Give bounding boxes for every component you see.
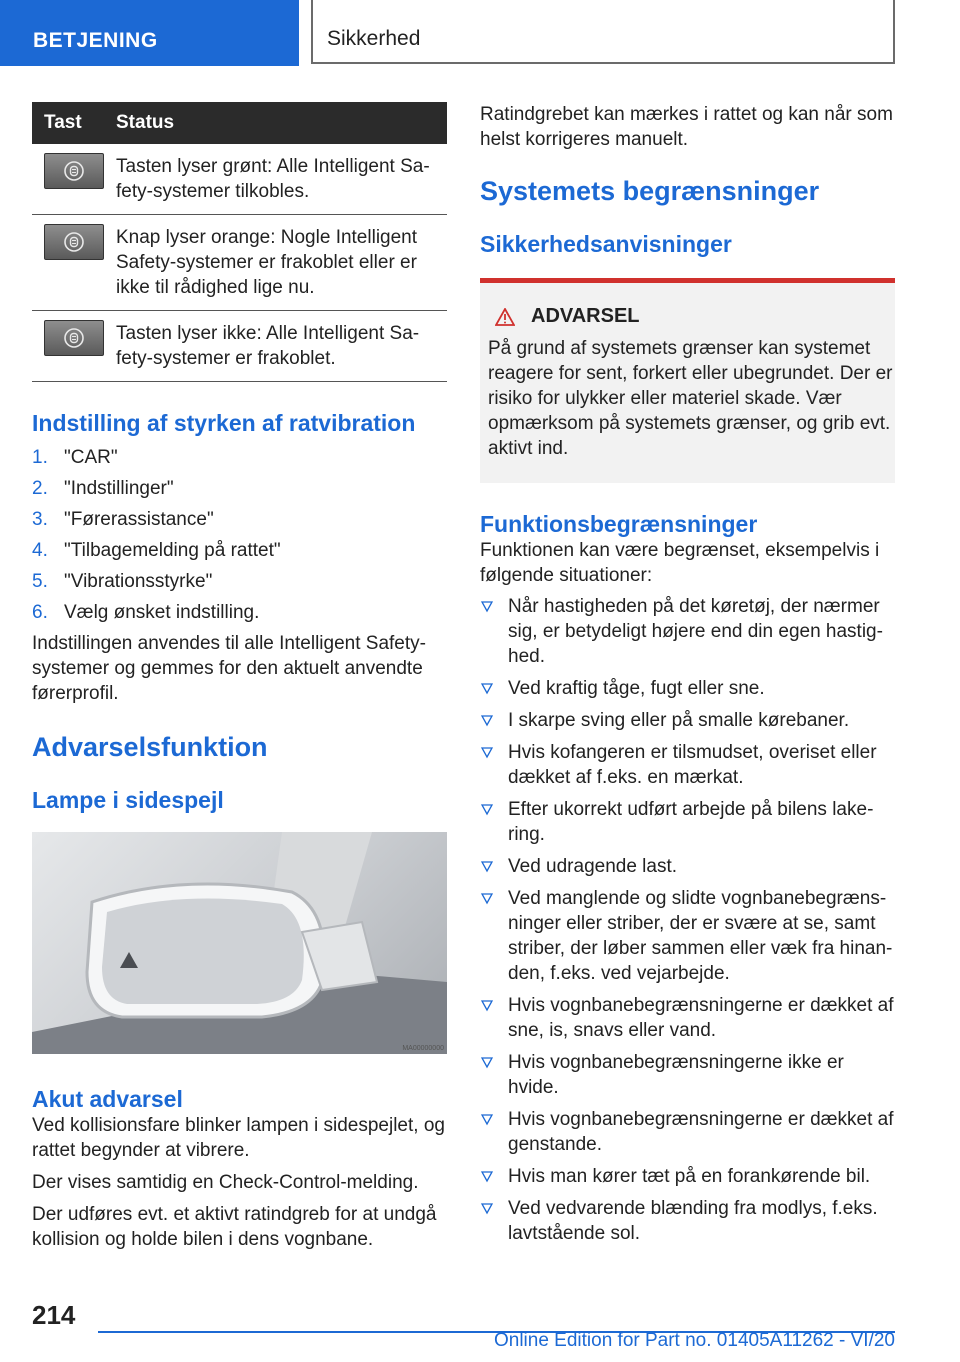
list-item: 5. "Vibrationsstyrke": [32, 571, 213, 592]
limitations-list: [480, 594, 895, 1246]
bullet-triangle-icon: [481, 1203, 493, 1215]
vibration-steps: [32, 445, 447, 625]
key-status-table: [32, 102, 447, 382]
image-watermark: MA00000000: [402, 1045, 444, 1052]
acute-paragraph: Ved kollisionsfare blinker lampen i sidespejlet, og rattet begynder at vibrere.: [32, 1115, 445, 1161]
vibration-heading: Indstilling af styrken af ratvibration: [32, 410, 416, 436]
bullet-triangle-icon: [481, 715, 493, 727]
list-item: Ved kraftig tåge, fugt eller sne.: [480, 676, 895, 701]
warning-function-heading: Advarselsfunktion: [32, 732, 268, 762]
acute-warning-heading: Akut advarsel: [32, 1086, 183, 1112]
intelligent-safety-key-icon: [44, 320, 104, 356]
section-tab: BETJENING: [0, 0, 299, 66]
bullet-triangle-icon: [481, 747, 493, 759]
vibration-note: Indstillingen anvendes til alle Intelligent Safety-systemer og gemmes for den aktuelt anvendte førerprofil.: [32, 633, 426, 704]
column-header-key: Tast: [32, 102, 116, 144]
list-item: 6. Vælg ønsket indstilling.: [32, 602, 260, 623]
safety-heading: Sikkerhedsanvisninger: [480, 231, 732, 257]
bullet-triangle-icon: [481, 893, 493, 905]
status-text: Tasten lyser grønt: Alle Intelligent Sa-fety-systemer tilkobles.: [116, 144, 447, 215]
left-column: [32, 102, 447, 1252]
bullet-triangle-icon: [481, 804, 493, 816]
list-item: Ved udragende last.: [480, 854, 895, 879]
chapter-title: Sikkerhed: [311, 0, 895, 64]
bullet-triangle-icon: [481, 601, 493, 613]
bullet-triangle-icon: [481, 1057, 493, 1069]
list-item: 3. "Førerassistance": [32, 509, 214, 530]
list-item: Hvis vognbanebegrænsningerne er dækket af genstande.: [480, 1107, 895, 1157]
list-item: Hvis kofangeren er tilsmudset, overiset eller dækket af f.eks. en mærkat.: [480, 740, 895, 790]
list-item: I skarpe sving eller på smalle kørebaner.: [480, 708, 895, 733]
acute-paragraph: Der vises samtidig en Check-Control-melding.: [32, 1172, 419, 1193]
right-column: [480, 102, 895, 1253]
intelligent-safety-key-icon: [44, 153, 104, 189]
function-limits-intro: Funktionen kan være begrænset, eksempelvis i følgende situationer:: [480, 540, 880, 586]
bullet-triangle-icon: [481, 1171, 493, 1183]
warning-box: [480, 278, 895, 483]
acute-paragraph: Der udføres evt. et aktivt ratindgreb for at undgå kollision og holde bilen i dens vognbane.: [32, 1204, 437, 1250]
list-item: Ved vedvarende blænding fra modlys, f.eks. lavtstående sol.: [480, 1196, 895, 1246]
list-item: 1. "CAR": [32, 447, 118, 468]
list-item: 2. "Indstillinger": [32, 478, 174, 499]
list-item: Ved manglende og slidte vognbanebegræns-ninger eller striber, der er svære at se, samt striber, der løber sammen eller væk fra hinan-den, f.eks. ved vejarbejde.: [480, 886, 895, 986]
status-text: Tasten lyser ikke: Alle Intelligent Sa-fety-systemer er frakoblet.: [116, 311, 447, 382]
page-number: 214: [32, 1300, 76, 1330]
list-item: Hvis vognbanebegrænsningerne ikke er hvide.: [480, 1050, 895, 1100]
intelligent-safety-key-icon: [44, 224, 104, 260]
list-item: Når hastigheden på det køretøj, der nærmer sig, er betydeligt højere end din egen hastig-hed.: [480, 594, 895, 669]
status-text: Knap lyser orange: Nogle Intelligent Safety-systemer er frakoblet eller er ikke til rådighed lige nu.: [116, 215, 447, 311]
list-item: 4. "Tilbagemelding på rattet": [32, 540, 281, 561]
bullet-triangle-icon: [481, 1000, 493, 1012]
limits-heading: Systemets begrænsninger: [480, 176, 820, 206]
intro-paragraph: Ratindgrebet kan mærkes i rattet og kan når som helst korrigeres manuelt.: [480, 104, 893, 150]
bullet-triangle-icon: [481, 1114, 493, 1126]
table-row: [32, 144, 447, 215]
warning-text: På grund af systemets grænser kan systemet reagere for sent, forkert eller ubegrundet. Der er risiko for ulykker eller materiel skade. Vær opmærksom på systemets grænser, og grib evt. aktivt ind.: [488, 338, 893, 459]
bullet-triangle-icon: [481, 683, 493, 695]
column-header-status: Status: [116, 102, 447, 144]
bullet-triangle-icon: [481, 861, 493, 873]
table-row: [32, 311, 447, 382]
list-item: Hvis man kører tæt på en forankørende bil.: [480, 1164, 895, 1189]
warning-triangle-icon: [495, 308, 515, 326]
page-header: [0, 0, 960, 66]
list-item: Hvis vognbanebegrænsningerne er dækket af sne, is, snavs eller vand.: [480, 993, 895, 1043]
table-row: [32, 215, 447, 311]
side-mirror-image: [32, 832, 447, 1054]
warning-title: ADVARSEL: [531, 305, 640, 327]
list-item: Efter ukorrekt udført arbejde på bilens lake-ring.: [480, 797, 895, 847]
function-limits-heading: Funktionsbegrænsninger: [480, 511, 758, 537]
mirror-lamp-heading: Lampe i sidespejl: [32, 787, 224, 813]
footer-edition: Online Edition for Part no. 01405A11262 - VI/20: [493, 1330, 895, 1351]
